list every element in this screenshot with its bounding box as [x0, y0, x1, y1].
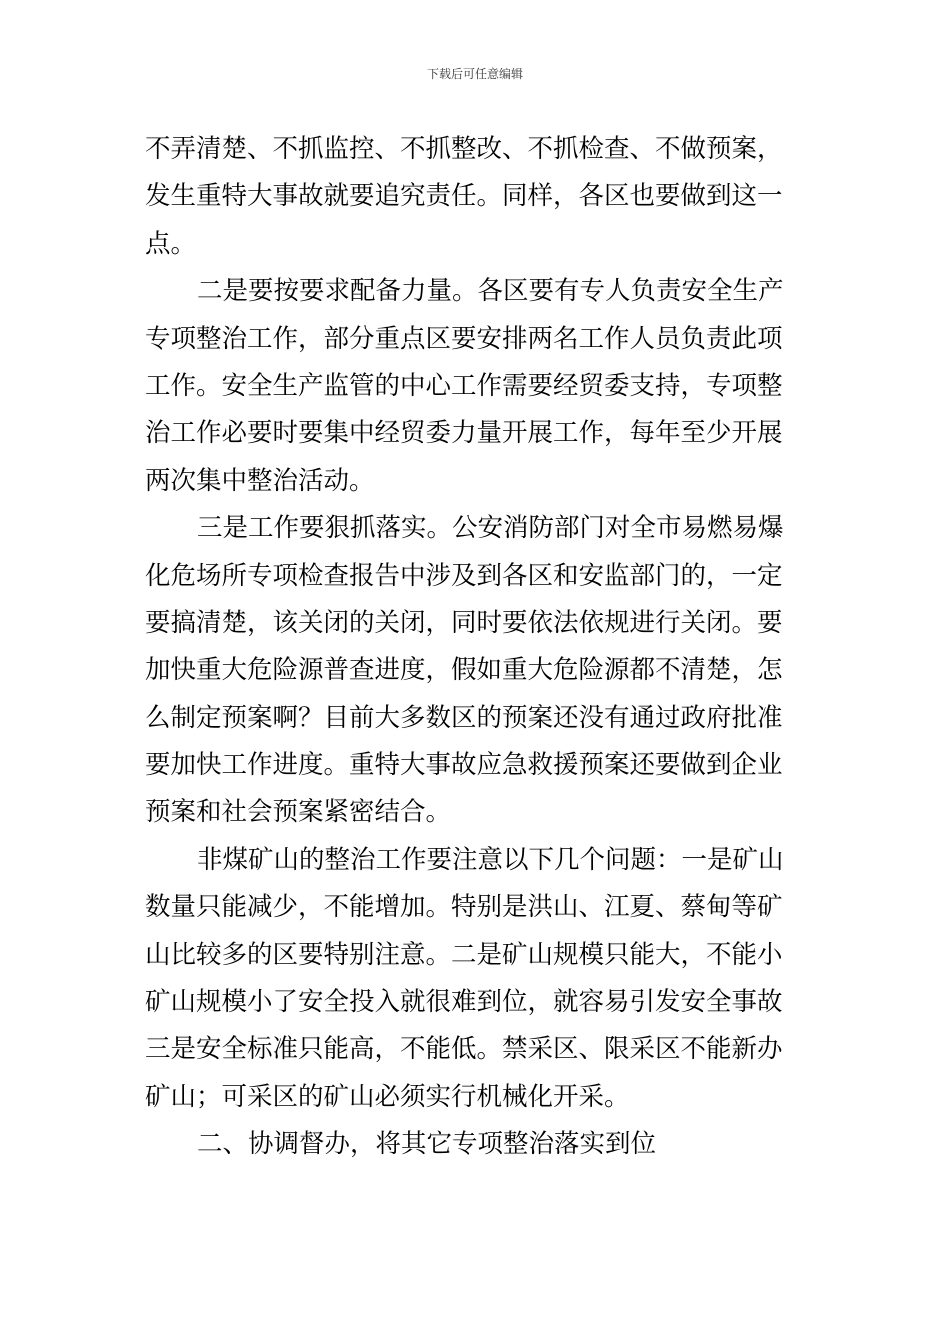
paragraph-start-line: 非煤矿山的整治工作要注意以下几个问题：一是矿山	[197, 844, 784, 875]
text-line: 两次集中整治活动。	[145, 465, 375, 496]
text-line: 化危场所专项检查报告中涉及到各区和安监部门的，一定	[145, 560, 783, 591]
section-heading: 二、协调督办，将其它专项整治落实到位	[197, 1129, 657, 1160]
text-line: 不弄清楚、不抓监控、不抓整改、不抓检查、不做预案，	[145, 134, 783, 164]
text-line: 加快重大危险源普查进度，假如重大危险源都不清楚，怎	[145, 655, 783, 686]
text-line: 矿山规模小了安全投入就很难到位，就容易引发安全事故	[145, 987, 783, 1018]
text-line: 预案和社会预案紧密结合。	[145, 797, 452, 828]
paragraph-start-line: 二是要按要求配备力量。各区要有专人负责安全生产	[197, 276, 784, 307]
document-body	[145, 126, 809, 1169]
text-line: 么制定预案啊？目前大多数区的预案还没有通过政府批准	[145, 702, 783, 733]
text-line: 矿山；可采区的矿山必须实行机械化开采。	[145, 1081, 630, 1112]
text-line: 要搞清楚，该关闭的关闭，同时要依法依规进行关闭。要	[145, 607, 783, 638]
text-line: 发生重特大事故就要追究责任。同样，各区也要做到这一	[145, 181, 783, 212]
text-line: 治工作必要时要集中经贸委力量开展工作，每年至少开展	[145, 418, 783, 449]
text-line: 工作。安全生产监管的中心工作需要经贸委支持，专项整	[145, 370, 783, 401]
text-line: 数量只能减少，不能增加。特别是洪山、江夏、蔡甸等矿	[145, 892, 783, 923]
text-line: 要加快工作进度。重特大事故应急救援预案还要做到企业	[145, 750, 783, 781]
text-line: 专项整治工作，部分重点区要安排两名工作人员负责此项	[145, 323, 783, 354]
text-line: 三是安全标准只能高，不能低。禁采区、限采区不能新办	[145, 1034, 783, 1065]
text-line: 点。	[145, 228, 197, 259]
text-line: 山比较多的区要特别注意。二是矿山规模只能大，不能小	[145, 939, 783, 970]
page-header: 下载后可任意编辑	[426, 67, 523, 81]
paragraph-start-line: 三是工作要狠抓落实。公安消防部门对全市易燃易爆	[197, 513, 784, 544]
